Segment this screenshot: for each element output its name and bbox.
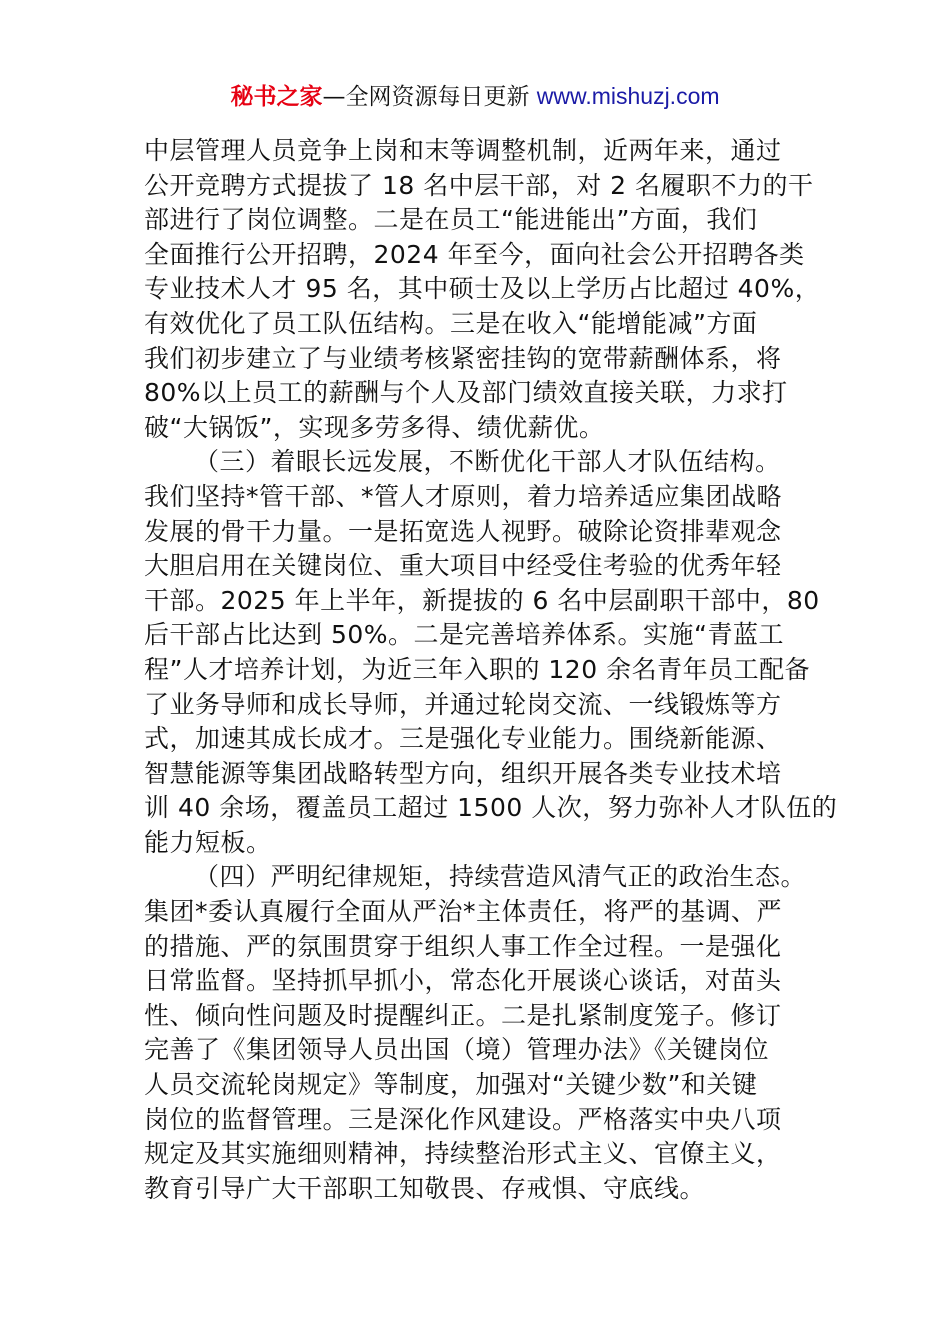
text-line: 人员交流轮岗规定》等制度，加强对“关键少数”和关键	[144, 1070, 758, 1100]
paragraph	[144, 860, 812, 1206]
text-line: 部进行了岗位调整。二是在员工“能进能出”方面，我们	[144, 205, 758, 235]
text-line: 完善了《集团领导人员出国（境）管理办法》《关键岗位	[144, 1035, 770, 1065]
text-line: 全面推行公开招聘，2024 年至今，面向社会公开招聘各类	[144, 239, 805, 269]
site-header	[0, 80, 950, 113]
text-line: 教育引导广大干部职工知敬畏、存戒惧、守底线。	[144, 1173, 706, 1203]
text-line: 岗位的监督管理。三是深化作风建设。严格落实中央八项	[144, 1104, 782, 1134]
text-line: 规定及其实施细则精神，持续整治形式主义、官僚主义，	[144, 1139, 782, 1169]
text-line: 专业技术人才 95 名，其中硕士及以上学历占比超过 40%，	[144, 274, 821, 304]
text-line: 发展的骨干力量。一是拓宽选人视野。破除论资排辈观念	[144, 516, 782, 546]
text-line: 破“大锅饭”，实现多劳多得、绩优薪优。	[144, 412, 605, 442]
text-line: 集团*委认真履行全面从严治*主体责任，将严的基调、严	[144, 897, 783, 927]
text-line: 干部。2025 年上半年，新提拔的 6 名中层副职干部中，80	[144, 585, 820, 615]
text-line: 的措施、严的氛围贯穿于组织人事工作全过程。一是强化	[144, 931, 782, 961]
text-line: 性、倾向性问题及时提醒纠正。二是扎紧制度笼子。修订	[144, 1000, 782, 1030]
text-line: 训 40 余场，覆盖员工超过 1500 人次，努力弥补人才队伍的	[144, 793, 838, 823]
site-url-link[interactable]: www.mishuzj.com	[536, 83, 720, 109]
header-tagline: —全网资源每日更新	[322, 84, 537, 110]
text-line: 我们坚持*管干部、*管人才原则，着力培养适应集团战略	[144, 481, 783, 511]
document-body	[144, 134, 838, 1206]
text-line: 了业务导师和成长导师，并通过轮岗交流、一线锻炼等方	[144, 689, 782, 719]
section-heading-line: （三）着眼长远发展，不断优化干部人才队伍结构。	[194, 447, 781, 477]
text-line: 式，加速其成长成才。三是强化专业能力。围绕新能源、	[144, 724, 782, 754]
text-line: 后干部占比达到 50%。二是完善培养体系。实施“青蓝工	[144, 620, 784, 650]
text-line: 程”人才培养计划，为近三年入职的 120 余名青年员工配备	[144, 654, 811, 684]
text-line: 80%以上员工的薪酬与个人及部门绩效直接关联，力求打	[144, 378, 788, 408]
text-line: 能力短板。	[144, 827, 272, 857]
text-line: 大胆启用在关键岗位、重大项目中经受住考验的优秀年轻	[144, 551, 782, 581]
text-line: 有效优化了员工队伍结构。三是在收入“能增能减”方面	[144, 308, 758, 338]
section-heading-line: （四）严明纪律规矩，持续营造风清气正的政治生态。	[194, 862, 807, 892]
text-line: 中层管理人员竞争上岗和末等调整机制，近两年来，通过	[144, 136, 782, 165]
brand-name: 秘书之家	[230, 84, 323, 110]
text-line: 日常监督。坚持抓早抓小，常态化开展谈心谈话，对苗头	[144, 966, 782, 996]
paragraph	[144, 134, 821, 445]
text-line: 智慧能源等集团战略转型方向，组织开展各类专业技术培	[144, 758, 782, 788]
text-line: 公开竞聘方式提拔了 18 名中层干部，对 2 名履职不力的干	[144, 170, 814, 200]
paragraph	[144, 445, 838, 860]
text-line: 我们初步建立了与业绩考核紧密挂钩的宽带薪酬体系，将	[144, 343, 782, 373]
